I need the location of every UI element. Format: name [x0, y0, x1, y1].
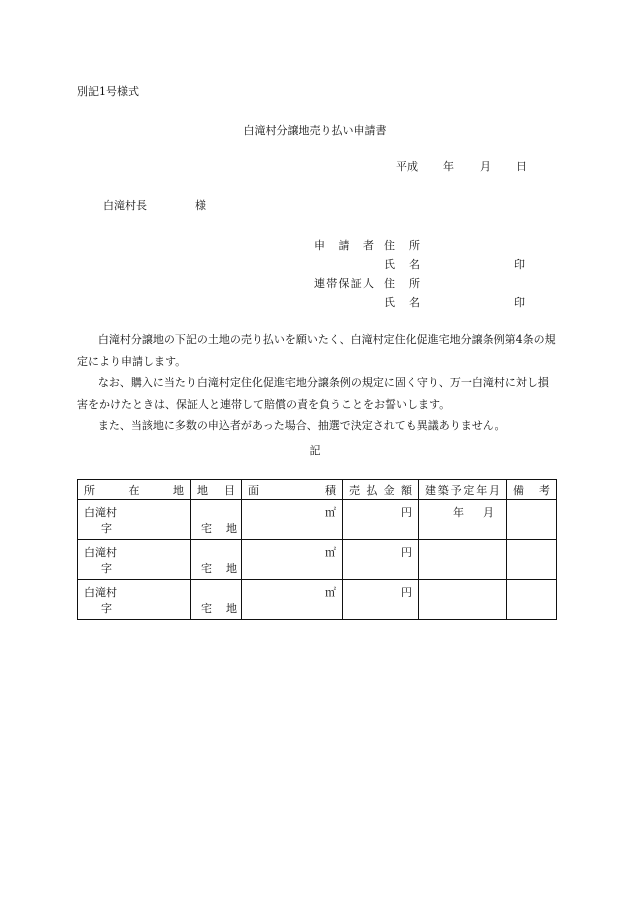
area-unit: ㎡	[325, 546, 336, 559]
build-year-label: 年	[453, 506, 464, 519]
village-label: 白滝村	[84, 546, 117, 559]
date-era: 平成	[396, 160, 418, 173]
location-cell[interactable]	[78, 580, 191, 620]
body-paragraph: 白滝村分譲地の下記の土地の売り払いを願いたく、白滝村定住化促進宅地分譲条例第4条の規定により申請します。	[77, 333, 556, 368]
header-price: 売払金額	[343, 480, 419, 500]
guarantor-seal-mark: 印	[514, 296, 525, 309]
village-label: 白滝村	[84, 506, 117, 519]
build-plan-cell[interactable]	[419, 580, 507, 620]
build-plan-cell[interactable]	[419, 540, 507, 580]
location-cell[interactable]	[78, 540, 191, 580]
guarantor-address-label: 住所	[384, 277, 420, 290]
location-cell[interactable]	[78, 500, 191, 540]
applicant-seal-mark: 印	[514, 258, 525, 271]
area-unit: ㎡	[325, 506, 336, 519]
remarks-cell[interactable]	[507, 580, 557, 620]
date-year-label: 年	[443, 160, 454, 173]
price-cell[interactable]	[343, 540, 419, 580]
category-cell[interactable]	[191, 540, 242, 580]
aza-label: 字	[101, 602, 112, 615]
remarks-cell[interactable]	[507, 540, 557, 580]
table-row	[78, 500, 557, 540]
date-day-label: 日	[516, 160, 527, 173]
aza-label: 字	[101, 562, 112, 575]
form-number: 別記1号様式	[77, 85, 139, 98]
applicant-address-label: 住所	[384, 239, 420, 252]
guarantor-name-label: 氏名	[384, 296, 420, 309]
price-unit: 円	[401, 546, 412, 559]
header-location: 所在地	[78, 480, 191, 500]
aza-label: 字	[101, 522, 112, 535]
village-label: 白滝村	[84, 586, 117, 599]
date-month-label: 月	[480, 160, 491, 173]
table-row	[78, 540, 557, 580]
table-row	[78, 580, 557, 620]
body-paragraph: また、当該地に多数の申込者があった場合、抽選で決定されても異議ありません。	[97, 419, 506, 432]
area-unit: ㎡	[325, 586, 336, 599]
body-paragraph: なお、購入に当たり白滝村定住化促進宅地分譲条例の規定に固く守り、万一白滝村に対し損害をかけたときは、保証人と連帯して賠償の責を負うことをお誓いします。	[77, 376, 549, 411]
category-label: 宅地	[201, 602, 237, 615]
price-cell[interactable]	[343, 580, 419, 620]
addressee-suffix: 様	[195, 199, 206, 212]
applicant-name-label: 氏名	[384, 258, 420, 271]
header-remarks: 備考	[507, 480, 557, 500]
addressee-name: 白滝村長	[103, 199, 147, 212]
build-month-label: 月	[483, 506, 494, 519]
category-cell[interactable]	[191, 580, 242, 620]
land-table	[77, 479, 557, 620]
price-unit: 円	[401, 506, 412, 519]
ki-heading: 記	[309, 444, 321, 457]
area-cell[interactable]	[242, 580, 343, 620]
price-cell[interactable]	[343, 500, 419, 540]
table-header-row	[78, 480, 557, 500]
category-label: 宅地	[201, 522, 237, 535]
price-unit: 円	[401, 586, 412, 599]
header-category: 地目	[191, 480, 242, 500]
header-area: 面積	[242, 480, 343, 500]
remarks-cell[interactable]	[507, 500, 557, 540]
guarantor-role: 連帯保証人	[314, 277, 374, 290]
applicant-role: 申請者	[314, 239, 374, 252]
application-body	[77, 329, 557, 437]
area-cell[interactable]	[242, 500, 343, 540]
area-cell[interactable]	[242, 540, 343, 580]
header-build-plan: 建築予定年月	[419, 480, 507, 500]
build-plan-cell[interactable]	[419, 500, 507, 540]
category-label: 宅地	[201, 562, 237, 575]
document-title: 白滝村分譲地売り払い申請書	[243, 124, 387, 137]
category-cell[interactable]	[191, 500, 242, 540]
